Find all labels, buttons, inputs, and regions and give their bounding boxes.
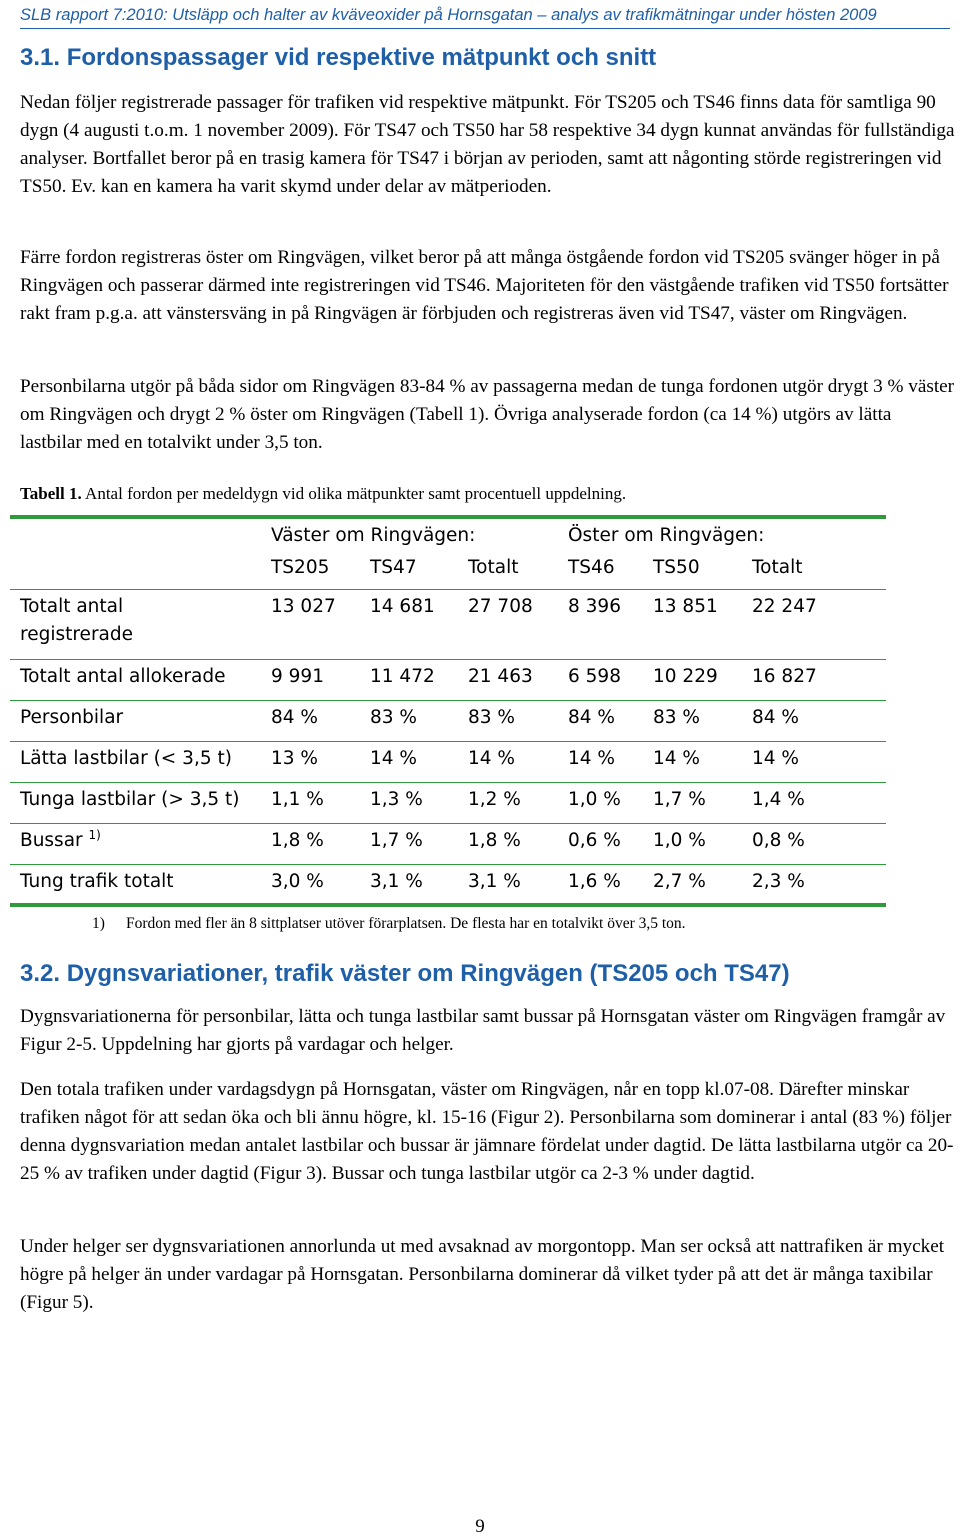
table-cell: 84 % (752, 707, 799, 728)
table-column-header-row (10, 553, 886, 589)
paragraph: Dygnsvariationerna för personbilar, lätta och tunga lastbilar samt bussar på Hornsgatan väster om Ringvägen framgår av Figur 2-5. Uppdelning har gjorts på vardagar och helger. (20, 1006, 946, 1055)
table-cell: 3,1 % (468, 871, 521, 892)
group-west-header: Väster om Ringvägen: (271, 525, 476, 546)
table-cell: 11 472 (370, 666, 435, 687)
table-cell: 1,0 % (568, 789, 621, 810)
table-cell: 9 991 (271, 666, 324, 687)
table-cell: 1,1 % (271, 789, 324, 810)
table-cell: 84 % (271, 707, 318, 728)
table-cell: 84 % (568, 707, 615, 728)
table-cell: 13 027 (271, 596, 336, 617)
table-row (10, 865, 886, 903)
page-number: 9 (475, 1516, 485, 1537)
table-cell: 6 598 (568, 666, 621, 687)
table-row (10, 701, 886, 741)
table-cell: 14 % (752, 748, 799, 769)
table-cell: 10 229 (653, 666, 718, 687)
table-cell: 1,3 % (370, 789, 423, 810)
table-cell: 83 % (653, 707, 700, 728)
table-cell: 8 396 (568, 596, 621, 617)
row-label-text: Bussar (20, 830, 83, 851)
table-cell: 1,8 % (468, 830, 521, 851)
row-label: registrerade (20, 624, 134, 645)
table-cell: 2,7 % (653, 871, 706, 892)
table-caption-text: Antal fordon per medeldygn vid olika mätpunkter samt procentuell uppdelning. (81, 484, 627, 503)
table-cell: 22 247 (752, 596, 817, 617)
row-label: Tung trafik totalt (20, 871, 174, 892)
table-caption (20, 484, 626, 504)
table-cell: 14 % (468, 748, 515, 769)
footnote-text: Fordon med fler än 8 sittplatser utöver förarplatsen. De flesta har en totalvikt över 3,5 ton. (126, 915, 686, 932)
traffic-table (10, 515, 886, 907)
paragraph: Under helger ser dygnsvariationen annorlunda ut med avsaknad av morgontopp. Man ser också att nattrafiken är mycket högre på helger än under vardagar på Hornsgatan. Personbilarna dominerar då vilket tyder på att det är många taxibilar (Figur 5). (20, 1236, 945, 1313)
table-cell: 1,4 % (752, 789, 805, 810)
table-cell: 1,7 % (370, 830, 423, 851)
footnote-marker: 1) (88, 827, 101, 842)
table-cell: 14 % (568, 748, 615, 769)
table-cell: 3,0 % (271, 871, 324, 892)
table-bottom-rule (10, 903, 886, 907)
table-cell: 2,3 % (752, 871, 805, 892)
table-cell: 14 % (370, 748, 417, 769)
row-label: Tunga lastbilar (> 3,5 t) (20, 789, 240, 810)
table-cell: 13 851 (653, 596, 718, 617)
row-label: Lätta lastbilar (< 3,5 t) (20, 748, 232, 769)
table-cell: 1,2 % (468, 789, 521, 810)
table-cell: 21 463 (468, 666, 533, 687)
table-cell: 83 % (468, 707, 515, 728)
table-cell: 16 827 (752, 666, 817, 687)
table-row (10, 660, 886, 700)
table-cell: 0,8 % (752, 830, 805, 851)
paragraph: Personbilarna utgör på båda sidor om Ringvägen 83-84 % av passagerna medan de tunga fordonen utgör drygt 3 % väster om Ringvägen och drygt 2 % öster om Ringvägen (Tabell 1). Övriga analyserade fordon (ca 14 %) utgörs av lätta lastbilar med en totalvikt under 3,5 ton. (20, 376, 955, 453)
column-header: TS47 (370, 557, 417, 578)
table-cell: 1,8 % (271, 830, 324, 851)
table-cell: 83 % (370, 707, 417, 728)
table-cell: 3,1 % (370, 871, 423, 892)
table-cell: 13 % (271, 748, 318, 769)
table-row (10, 824, 886, 864)
table-cell: 1,0 % (653, 830, 706, 851)
group-east-header: Öster om Ringvägen: (568, 525, 765, 546)
footnote-number: 1) (92, 915, 105, 932)
table-cell: 14 681 (370, 596, 435, 617)
table-row (10, 783, 886, 823)
table-cell: 27 708 (468, 596, 533, 617)
row-label: Personbilar (20, 707, 124, 728)
row-label: Totalt antal (20, 596, 124, 617)
column-header: Totalt (468, 557, 519, 578)
table-row (10, 590, 886, 659)
row-label (20, 827, 101, 851)
column-header: TS46 (568, 557, 615, 578)
section-heading-3-1: 3.1. Fordonspassager vid respektive mätpunkt och snitt (20, 44, 657, 71)
table-row (10, 742, 886, 782)
table-cell: 1,6 % (568, 871, 621, 892)
table-footnote (92, 915, 686, 933)
paragraph: Den totala trafiken under vardagsdygn på Hornsgatan, väster om Ringvägen, når en topp kl.07-08. Därefter minskar trafiken något för att sedan öka och bli ännu högre, kl. 15-16 (Figur 2). Personbilarna som dominerar i antal (83 %) följer denna dygnsvariation medan antalet lastbilar och bussar är jämnare fördelat under dagtid. De lätta lastbilarna utgör ca 20-25 % av trafiken under dagtid (Figur 3). Bussar och tunga lastbilar utgör ca 2-3 % under dagtid. (20, 1079, 954, 1184)
paragraph: Nedan följer registrerade passager för trafiken vid respektive mätpunkt. För TS205 och TS46 finns data för samtliga 90 dygn (4 augusti t.o.m. 1 november 2009). För TS47 och TS50 har 58 respektive 34 dygn kunnat användas för fullständiga analyser. Bortfallet beror på en trasig kamera för TS47 i början av perioden, samt att någonting störde registreringen vid TS50. Ev. kan en kamera ha varit skymd under delar av mätperioden. (20, 92, 955, 197)
column-header: TS205 (271, 557, 330, 578)
section-heading-3-2: 3.2. Dygnsvariationer, trafik väster om Ringvägen (TS205 och TS47) (20, 960, 790, 987)
column-header: TS50 (653, 557, 700, 578)
table-cell: 0,6 % (568, 830, 621, 851)
table-cell: 14 % (653, 748, 700, 769)
column-header: Totalt (752, 557, 803, 578)
table-caption-label: Tabell 1. (20, 484, 82, 503)
table-cell: 1,7 % (653, 789, 706, 810)
running-header: SLB rapport 7:2010: Utsläpp och halter av kväveoxider på Hornsgatan – analys av trafikmätningar under hösten 2009 (20, 6, 950, 29)
paragraph: Färre fordon registreras öster om Ringvägen, vilket beror på att många östgående fordon vid TS205 svänger höger in på Ringvägen och passerar därmed inte registreringen vid TS46. Majoriteten för den västgående trafiken vid TS50 fortsätter rakt fram p.g.a. att vänstersväng in på Ringvägen är förbjuden och registreras även vid TS47, väster om Ringvägen. (20, 247, 949, 324)
row-label: Totalt antal allokerade (20, 666, 226, 687)
table-group-header-row (10, 519, 886, 553)
